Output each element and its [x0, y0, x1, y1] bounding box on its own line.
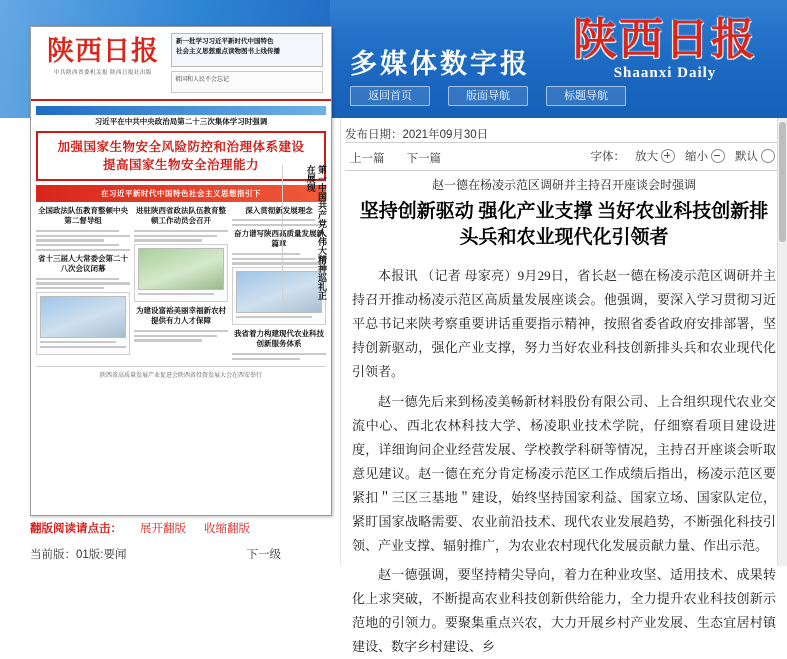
prev-article-button[interactable]: 上一篇 — [350, 153, 385, 165]
preview-main-headline-2: 提高国家生物安全治理能力 — [102, 157, 259, 172]
text-line — [36, 230, 119, 232]
text-line — [134, 339, 202, 341]
font-smaller-label: 缩小 — [685, 151, 708, 163]
text-line — [36, 235, 130, 237]
preview-top-box-line: 社会主义思想重点读物图书上线传播 — [176, 47, 280, 55]
collapse-page-link[interactable]: 收缩翻版 — [204, 523, 250, 535]
preview-footer: 陕西省高质量发展产业促进会陕西省投资发展大会在西安举行 — [36, 366, 326, 379]
text-line — [134, 239, 202, 241]
article-paging-controls — [350, 150, 441, 166]
text-line — [36, 244, 119, 246]
preview-main-headline-1: 加强国家生物安全风险防控和治理体系建设 — [57, 139, 305, 154]
preview-small-box: 祖国和人民不会忘记 — [171, 71, 323, 93]
banner-title: 多媒体数字报 — [350, 49, 530, 79]
column-divider — [340, 118, 341, 566]
scrollbar-thumb[interactable] — [779, 122, 786, 242]
text-line — [36, 287, 104, 289]
masthead-logo — [555, 15, 775, 82]
article-paragraph: 赵一德强调，要坚持精尖导向，着力在种业攻坚、适用技术、成果转化上求突破，不断提高农业科技创新供给能力，全力提升农业科技创新示范地的引领力。要聚集重点兴农，大力开展乡村产业发展、生态宜居村镇建设、数字乡村建设、乡 — [352, 566, 776, 654]
preview-photo-caption: 我省着力构建现代农业科技创新服务体系 — [234, 328, 324, 349]
preview-masthead-area — [31, 27, 331, 101]
text-line — [236, 316, 312, 318]
preview-color-bar — [36, 106, 326, 115]
preview-photo-caption: 为建设富裕美丽幸福新农村提供有力人才保障 — [136, 305, 226, 326]
preview-photo — [40, 296, 126, 338]
preview-top-box-line: 新一批学习习近平新时代中国特色 — [176, 38, 274, 45]
preview-masthead-title: 陕西日报 — [47, 36, 159, 66]
preview-photo — [138, 248, 224, 290]
read-hint-label: 翻版阅读请点击： — [30, 523, 122, 535]
text-line — [36, 282, 130, 284]
text-line — [36, 278, 119, 280]
nav-title[interactable]: 标题导航 — [546, 86, 626, 106]
preview-red-band: 在习近平新时代中国特色社会主义思想指引下 — [36, 185, 326, 202]
next-article-button[interactable]: 下一篇 — [406, 153, 441, 165]
divider-top — [345, 142, 777, 143]
text-line — [138, 293, 214, 295]
font-bigger-button[interactable] — [635, 148, 675, 164]
font-default-button[interactable] — [735, 148, 775, 164]
main-nav — [350, 86, 626, 106]
next-level-button[interactable]: 下一级 — [246, 549, 281, 561]
text-line — [36, 239, 104, 241]
text-line — [40, 341, 116, 343]
minus-icon — [711, 149, 725, 163]
newspaper-page-preview[interactable] — [30, 26, 332, 516]
preview-column — [134, 206, 228, 363]
text-line — [134, 230, 228, 232]
preview-subhead: 进驻陕西省政法队伍教育整顿工作动员会召开 — [136, 205, 226, 226]
text-line — [232, 353, 326, 355]
preview-subhead: 深入贯彻新发展理念 — [245, 205, 313, 215]
text-line — [134, 335, 217, 337]
preview-body — [31, 101, 331, 382]
page-selector — [30, 546, 281, 562]
preview-masthead — [39, 37, 167, 76]
font-smaller-button[interactable] — [685, 148, 725, 164]
page-scrollbar[interactable] — [777, 118, 787, 566]
text-line — [134, 330, 228, 332]
preview-kicker: 习近平在中共中央政治局第二十三次集体学习时强调 — [94, 117, 268, 126]
preview-subhead: 省十三届人大常委会第二十八次会议闭幕 — [38, 253, 128, 274]
divider-bottom — [345, 170, 777, 171]
plus-icon — [661, 149, 675, 163]
expand-page-link[interactable]: 展开翻版 — [140, 523, 186, 535]
font-size-controls — [591, 148, 776, 164]
article-shoulder-title: 赵一德在杨凌示范区调研并主持召开座谈会时强调 — [431, 178, 696, 192]
preview-vertical-headline: 第一中国共产党人伟大精神巡礼正在展现 — [282, 165, 327, 303]
font-bigger-label: 放大 — [635, 151, 658, 163]
current-page-label[interactable]: 当前版：01版:要闻 — [30, 549, 127, 561]
text-line — [40, 346, 126, 348]
nav-layout[interactable]: 版面导航 — [448, 86, 528, 106]
article-paragraph: 本报讯 （记者 母家亮）9月29日，省长赵一德在杨凌示范区调研并主持召开推动杨凌示范区高质量发展座谈会。他强调，要深入学习贯彻习近平总书记来陕考察重要讲话重要指示精神，按照省委省政府安排部署，坚持创新驱动，强化产业支撑，努力当好农业科技创新排头兵和农业现代化引领者。 — [352, 268, 776, 380]
masthead-title-en: Shaanxi Daily — [613, 65, 717, 81]
preview-masthead-subtitle: 中共陕西省委机关报 陕西日报社出版 — [54, 70, 152, 77]
publish-date: 发布日期：2021年09月30日 — [345, 129, 489, 141]
font-default-label: 默认 — [735, 151, 758, 163]
font-label: 字体： — [590, 151, 625, 163]
preview-subhead: 全国政法队伍教育整顿中央第二督导组 — [38, 205, 128, 226]
preview-top-box — [171, 33, 323, 67]
page-read-tools — [30, 520, 250, 536]
preview-column — [36, 206, 130, 363]
preview-subhead: 奋力谱写陕西高质量发展新篇章 — [234, 228, 324, 249]
text-line — [232, 358, 300, 360]
circle-icon — [761, 149, 775, 163]
article-paragraph: 赵一德先后来到杨凌美畅新材料股份有限公司、上合组织现代农业交流中心、西北农林科技大学、杨凌职业技术学院，仔细察看项目建设进度，详细询问企业经营发展、学校教学科研等情况，主持召开座谈会听取意见建议。赵一德在充分肯定杨凌示范区工作成绩后指出，杨凌示范区要紧扣＂三区三基地＂建设，始终坚持国家利益、国家立场、国家队定位，紧盯国家战略需要、农业前沿技术、现代农业发展趋势，不断强化科技引领、产业支撑、辐射推广，为农业农村现代化发展贡献力量、作出示范。 — [352, 393, 776, 553]
masthead-title-cn: 陕西日报 — [573, 15, 757, 64]
nav-home[interactable]: 返回首页 — [350, 86, 430, 106]
article-body — [352, 176, 776, 654]
article-title: 坚持创新驱动 强化产业支撑 当好农业科技创新排头兵和农业现代化引领者 — [359, 201, 769, 248]
text-line — [134, 235, 217, 237]
text-line — [36, 249, 130, 251]
preview-photo-box — [134, 244, 228, 302]
preview-photo-box — [36, 292, 130, 355]
